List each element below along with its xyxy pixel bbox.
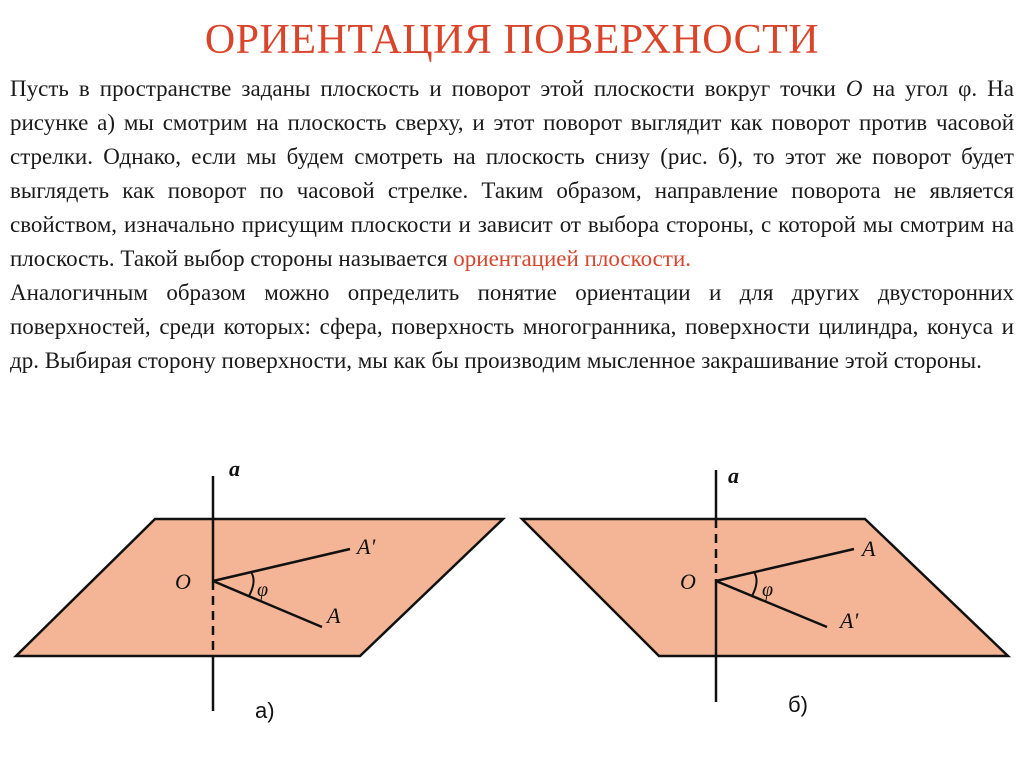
body-text [10,72,1014,378]
upper-point-label: A' [357,534,376,559]
figure-caption: а) [255,698,275,723]
upper-point-label: A [862,536,876,561]
point-o-label: O [845,76,863,101]
paragraph-1-text-after: на угол φ. На рисунке а) мы смотрим на плоскость сверху, и этот поворот выглядит как поворот против часовой стрелки. Однако, если мы будем смотреть на плоскость снизу (рис. б), то этот же поворот будет выглядеть как поворот по часовой стрелке. Таким образом, направление поворота не является свойством, изначально присущим плоскости и зависит от выбора стороны, с которой мы смотрим на плоскость. Такой выбор стороны называется [10,76,1014,271]
figure-b-diagram [512,450,1024,767]
paragraph-1-text-before: Пусть в пространстве заданы плоскость и поворот этой плоскости вокруг точки [10,76,846,101]
origin-label: O [175,569,191,594]
origin-label: O [680,569,696,594]
angle-label: φ [257,579,269,601]
axis-label: a [728,463,739,488]
lower-point-label: A' [840,608,859,633]
axis-label: a [229,456,240,481]
figure-a-diagram [0,450,512,767]
paragraph-1 [10,72,1014,276]
angle-label: φ [762,579,774,601]
orientation-term: ориентацией плоскости. [453,246,691,271]
slide-title: ОРИЕНТАЦИЯ ПОВЕРХНОСТИ [204,17,820,63]
lower-point-label: A [327,603,341,628]
figure-caption: б) [788,692,808,717]
figure-b [512,450,1024,767]
paragraph-2: Аналогичным образом можно определить понятие ориентации и для других двусторонних поверхностей, среди которых: сфера, поверхность многогранника, поверхности цилиндра, конуса и др. Выбирая сторону поверхности, мы как бы производим мысленное закрашивание этой стороны. [10,280,1014,373]
figure-a [0,450,512,767]
